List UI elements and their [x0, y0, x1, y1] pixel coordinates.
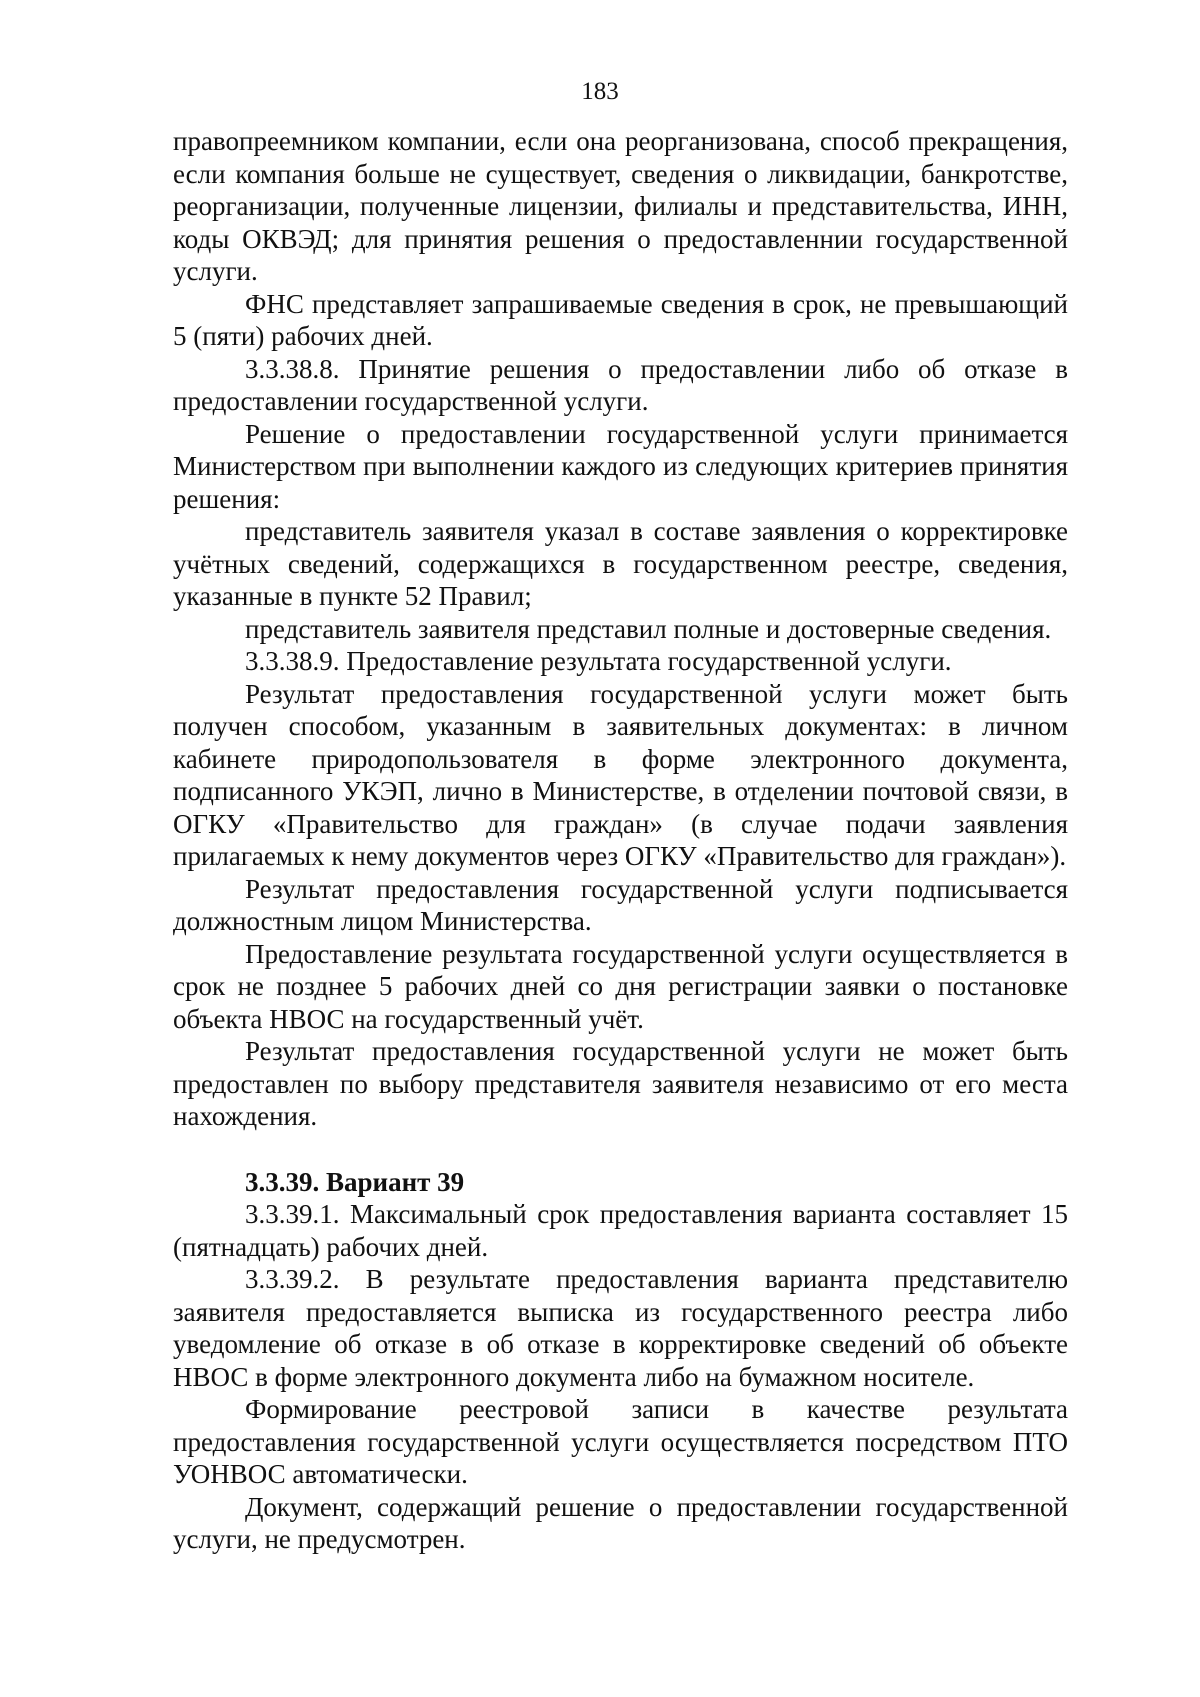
page-number: 183	[581, 78, 619, 105]
paragraph: 3.3.39.2. В результате предоставления варианта представителю заявителя предоставляется выписка из государственного реестра либо уведомление об отказе в об отказе в корректировке сведений об объекте НВОС в форме электронного документа либо на бумажном носителе.	[173, 1264, 1068, 1392]
paragraph: представитель заявителя указал в составе заявления о корректировке учётных сведений, содержащихся в государственном реестре, сведения, указанные в пункте 52 Правил;	[173, 516, 1068, 611]
section-heading: 3.3.39. Вариант 39	[245, 1166, 465, 1197]
paragraph: Формирование реестровой записи в качестве результата предоставления государственной услуги осуществляется посредством ПТО УОНВОС автоматически.	[173, 1394, 1068, 1489]
paragraph-continuation: правопреемником компании, если она реорганизована, способ прекращения, если компания больше не существует, сведения о ликвидации, банкротстве, реорганизации, полученные лицензии, филиалы и представительства, ИНН, коды ОКВЭД; для принятия решения о предоставленнии государственной услуги.	[173, 126, 1068, 286]
document-body	[173, 125, 1068, 1556]
paragraph: представитель заявителя представил полные и достоверные сведения.	[245, 613, 1052, 644]
paragraph: Результат предоставления государственной услуги не может быть предоставлен по выбору представителя заявителя независимо от его места нахождения.	[173, 1036, 1068, 1131]
paragraph: Документ, содержащий решение о предоставлении государственной услуги, не предусмотрен.	[173, 1491, 1068, 1554]
paragraph: 3.3.39.1. Максимальный срок предоставления варианта составляет 15 (пятнадцать) рабочих дней.	[173, 1199, 1068, 1262]
paragraph: Результат предоставления государственной услуги подписывается должностным лицом Министерства.	[173, 873, 1068, 936]
paragraph: Решение о предоставлении государственной услуги принимается Министерством при выполнении каждого из следующих критериев принятия решения:	[173, 418, 1068, 514]
paragraph: 3.3.38.8. Принятие решения о предоставлении либо об отказе в предоставлении государственной услуги.	[173, 353, 1068, 416]
paragraph: ФНС представляет запрашиваемые сведения в срок, не превышающий 5 (пяти) рабочих дней.	[173, 288, 1068, 351]
paragraph: 3.3.38.9. Предоставление результата государственной услуги.	[245, 646, 952, 676]
paragraph: Предоставление результата государственной услуги осуществляется в срок не позднее 5 рабочих дней со дня регистрации заявки о постановке объекта НВОС на государственный учёт.	[173, 938, 1068, 1034]
paragraph: Результат предоставления государственной услуги может быть получен способом, указанным в заявительных документах: в личном кабинете природопользователя в форме электронного документа, подписанного УКЭП, лично в Министерстве, в отделении почтовой связи, в ОГКУ «Правительство для граждан» (в случае подачи заявления прилагаемых к нему документов через ОГКУ «Правительство для граждан»).	[173, 678, 1068, 871]
